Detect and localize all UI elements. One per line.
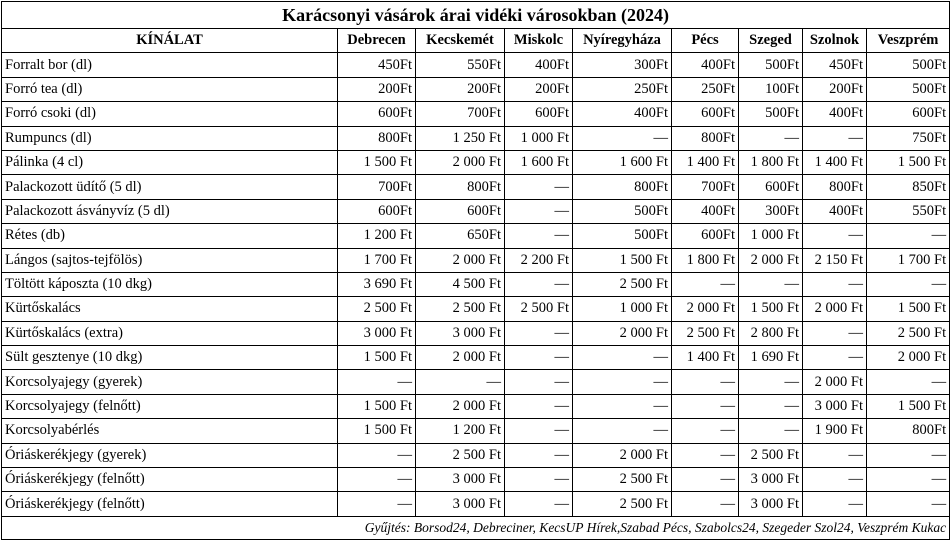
price-cell: 500Ft xyxy=(573,224,672,248)
price-cell: 2 500 Ft xyxy=(505,297,573,321)
price-cell: 400Ft xyxy=(803,199,867,223)
price-cell: 1 000 Ft xyxy=(739,224,803,248)
table-row xyxy=(2,297,950,321)
price-cell: — xyxy=(338,443,416,467)
price-cell: 2 500 Ft xyxy=(338,297,416,321)
table-row xyxy=(2,272,950,296)
table-row xyxy=(2,224,950,248)
column-header-szeged: Szeged xyxy=(739,29,803,53)
price-cell: 1 400 Ft xyxy=(672,346,739,370)
price-cell: 4 500 Ft xyxy=(416,272,505,296)
price-cell: — xyxy=(867,443,950,467)
price-cell: 3 000 Ft xyxy=(416,468,505,492)
price-cell: 1 500 Ft xyxy=(739,297,803,321)
column-header-item: KÍNÁLAT xyxy=(2,29,338,53)
table-row xyxy=(2,77,950,101)
price-cell: 700Ft xyxy=(416,102,505,126)
price-cell: — xyxy=(672,272,739,296)
item-name-cell: Sült gesztenye (10 dkg) xyxy=(2,346,338,370)
price-cell: 400Ft xyxy=(803,102,867,126)
price-cell: — xyxy=(505,468,573,492)
price-cell: — xyxy=(739,126,803,150)
price-cell: 450Ft xyxy=(338,53,416,77)
table-row xyxy=(2,443,950,467)
price-cell: — xyxy=(505,272,573,296)
price-cell: 1 200 Ft xyxy=(416,419,505,443)
price-cell: — xyxy=(803,443,867,467)
price-cell: 800Ft xyxy=(803,175,867,199)
price-cell: — xyxy=(867,272,950,296)
price-cell: — xyxy=(505,175,573,199)
price-cell: 1 200 Ft xyxy=(338,224,416,248)
price-cell: 2 000 Ft xyxy=(573,321,672,345)
header-row xyxy=(2,29,950,53)
item-name-cell: Óriáskerékjegy (felnőtt) xyxy=(2,468,338,492)
price-cell: 500Ft xyxy=(739,53,803,77)
item-name-cell: Forró csoki (dl) xyxy=(2,102,338,126)
column-header-veszprem: Veszprém xyxy=(867,29,950,53)
price-cell: 500Ft xyxy=(573,199,672,223)
price-cell: — xyxy=(867,370,950,394)
price-cell: — xyxy=(803,126,867,150)
table-row xyxy=(2,248,950,272)
price-cell: 3 690 Ft xyxy=(338,272,416,296)
price-cell: — xyxy=(672,443,739,467)
price-cell: 300Ft xyxy=(573,53,672,77)
price-cell: 2 000 Ft xyxy=(416,346,505,370)
price-cell: 1 500 Ft xyxy=(338,419,416,443)
column-header-nyiregyhaza: Nyíregyháza xyxy=(573,29,672,53)
price-cell: 1 400 Ft xyxy=(672,150,739,174)
price-cell: 3 000 Ft xyxy=(739,492,803,516)
price-cell: 1 000 Ft xyxy=(573,297,672,321)
price-cell: 2 500 Ft xyxy=(416,443,505,467)
price-cell: 600Ft xyxy=(505,102,573,126)
table-row xyxy=(2,102,950,126)
price-cell: — xyxy=(338,468,416,492)
price-table-container xyxy=(1,1,949,540)
price-cell: 600Ft xyxy=(338,102,416,126)
price-cell: — xyxy=(416,370,505,394)
price-cell: 3 000 Ft xyxy=(338,321,416,345)
price-cell: 1 500 Ft xyxy=(338,150,416,174)
price-cell: 1 500 Ft xyxy=(867,394,950,418)
price-cell: — xyxy=(573,394,672,418)
price-cell: — xyxy=(739,272,803,296)
price-cell: 2 000 Ft xyxy=(867,346,950,370)
item-name-cell: Korcsolyajegy (felnőtt) xyxy=(2,394,338,418)
table-row xyxy=(2,199,950,223)
item-name-cell: Kürtőskalács (extra) xyxy=(2,321,338,345)
price-cell: 2 000 Ft xyxy=(573,443,672,467)
price-cell: 3 000 Ft xyxy=(416,492,505,516)
footer-row xyxy=(2,516,950,539)
price-cell: 2 500 Ft xyxy=(739,443,803,467)
price-cell: 550Ft xyxy=(416,53,505,77)
table-row xyxy=(2,370,950,394)
price-table xyxy=(1,1,950,540)
price-cell: — xyxy=(803,224,867,248)
price-cell: 2 000 Ft xyxy=(416,150,505,174)
price-cell: — xyxy=(573,126,672,150)
price-cell: 200Ft xyxy=(416,77,505,101)
price-cell: 2 500 Ft xyxy=(416,297,505,321)
price-cell: 600Ft xyxy=(739,175,803,199)
price-cell: 800Ft xyxy=(672,126,739,150)
price-cell: 750Ft xyxy=(867,126,950,150)
title-row xyxy=(2,2,950,29)
item-name-cell: Lángos (sajtos-tejfölös) xyxy=(2,248,338,272)
price-cell: 200Ft xyxy=(505,77,573,101)
item-name-cell: Kürtőskalács xyxy=(2,297,338,321)
table-body xyxy=(2,53,950,516)
price-cell: — xyxy=(803,492,867,516)
price-cell: 1 000 Ft xyxy=(505,126,573,150)
price-cell: 1 400 Ft xyxy=(803,150,867,174)
price-cell: 1 690 Ft xyxy=(739,346,803,370)
price-cell: — xyxy=(867,468,950,492)
column-header-debrecen: Debrecen xyxy=(338,29,416,53)
price-cell: 1 500 Ft xyxy=(338,394,416,418)
price-cell: — xyxy=(505,443,573,467)
price-cell: 3 000 Ft xyxy=(739,468,803,492)
table-row xyxy=(2,53,950,77)
price-cell: 1 500 Ft xyxy=(338,346,416,370)
table-row xyxy=(2,419,950,443)
price-cell: 600Ft xyxy=(338,199,416,223)
price-cell: 850Ft xyxy=(867,175,950,199)
price-cell: 800Ft xyxy=(416,175,505,199)
price-cell: 1 500 Ft xyxy=(867,297,950,321)
price-cell: 2 000 Ft xyxy=(803,297,867,321)
price-cell: — xyxy=(803,321,867,345)
price-cell: 450Ft xyxy=(803,53,867,77)
price-cell: 1 600 Ft xyxy=(573,150,672,174)
item-name-cell: Óriáskerékjegy (felnőtt) xyxy=(2,492,338,516)
price-cell: — xyxy=(505,199,573,223)
price-cell: 400Ft xyxy=(505,53,573,77)
price-cell: 3 000 Ft xyxy=(803,394,867,418)
price-cell: 2 500 Ft xyxy=(573,468,672,492)
item-name-cell: Forró tea (dl) xyxy=(2,77,338,101)
price-cell: 500Ft xyxy=(867,53,950,77)
item-name-cell: Palackozott ásványvíz (5 dl) xyxy=(2,199,338,223)
item-name-cell: Óriáskerékjegy (gyerek) xyxy=(2,443,338,467)
price-cell: — xyxy=(803,346,867,370)
price-cell: 600Ft xyxy=(416,199,505,223)
item-name-cell: Forralt bor (dl) xyxy=(2,53,338,77)
price-cell: 500Ft xyxy=(739,102,803,126)
price-cell: 2 000 Ft xyxy=(416,248,505,272)
table-row xyxy=(2,175,950,199)
price-cell: — xyxy=(867,492,950,516)
item-name-cell: Korcsolyajegy (gyerek) xyxy=(2,370,338,394)
table-title: Karácsonyi vásárok árai vidéki városokban (2024) xyxy=(2,2,950,29)
price-cell: — xyxy=(505,370,573,394)
price-cell: 600Ft xyxy=(672,224,739,248)
price-cell: — xyxy=(672,370,739,394)
price-cell: 2 000 Ft xyxy=(416,394,505,418)
price-cell: 1 500 Ft xyxy=(867,150,950,174)
source-note: Gyűjtés: Borsod24, Debreciner, KecsUP Hírek,Szabad Pécs, Szabolcs24, Szegeder Szol24, Veszprém Kukac xyxy=(2,516,950,539)
price-cell: 550Ft xyxy=(867,199,950,223)
price-cell: 1 700 Ft xyxy=(338,248,416,272)
price-cell: 2 500 Ft xyxy=(573,272,672,296)
column-header-kecskemet: Kecskemét xyxy=(416,29,505,53)
price-cell: 1 900 Ft xyxy=(803,419,867,443)
price-cell: — xyxy=(573,419,672,443)
column-header-szolnok: Szolnok xyxy=(803,29,867,53)
price-cell: 2 500 Ft xyxy=(573,492,672,516)
price-cell: — xyxy=(739,419,803,443)
price-cell: — xyxy=(505,321,573,345)
table-row xyxy=(2,492,950,516)
price-cell: — xyxy=(505,492,573,516)
table-row xyxy=(2,321,950,345)
table-row xyxy=(2,126,950,150)
price-cell: 700Ft xyxy=(338,175,416,199)
item-name-cell: Pálinka (4 cl) xyxy=(2,150,338,174)
price-cell: 400Ft xyxy=(672,53,739,77)
table-row xyxy=(2,150,950,174)
price-cell: 2 200 Ft xyxy=(505,248,573,272)
price-cell: — xyxy=(672,492,739,516)
price-cell: 2 000 Ft xyxy=(739,248,803,272)
price-cell: — xyxy=(505,394,573,418)
price-cell: 500Ft xyxy=(867,77,950,101)
price-cell: 400Ft xyxy=(672,199,739,223)
price-cell: — xyxy=(739,394,803,418)
price-cell: 2 150 Ft xyxy=(803,248,867,272)
price-cell: 600Ft xyxy=(867,102,950,126)
price-cell: — xyxy=(867,224,950,248)
item-name-cell: Korcsolyabérlés xyxy=(2,419,338,443)
price-cell: 300Ft xyxy=(739,199,803,223)
price-cell: 1 250 Ft xyxy=(416,126,505,150)
price-cell: 1 500 Ft xyxy=(573,248,672,272)
price-cell: — xyxy=(573,346,672,370)
item-name-cell: Töltött káposzta (10 dkg) xyxy=(2,272,338,296)
price-cell: — xyxy=(505,224,573,248)
column-header-miskolc: Miskolc xyxy=(505,29,573,53)
price-cell: 2 000 Ft xyxy=(672,297,739,321)
column-header-pecs: Pécs xyxy=(672,29,739,53)
price-cell: 200Ft xyxy=(338,77,416,101)
price-cell: 2 000 Ft xyxy=(803,370,867,394)
price-cell: — xyxy=(338,492,416,516)
table-row xyxy=(2,468,950,492)
price-cell: 3 000 Ft xyxy=(416,321,505,345)
price-cell: 1 800 Ft xyxy=(672,248,739,272)
price-cell: 400Ft xyxy=(573,102,672,126)
price-cell: — xyxy=(739,370,803,394)
item-name-cell: Palackozott üdítő (5 dl) xyxy=(2,175,338,199)
price-cell: 800Ft xyxy=(573,175,672,199)
price-cell: — xyxy=(505,346,573,370)
price-cell: — xyxy=(672,468,739,492)
price-cell: — xyxy=(803,468,867,492)
price-cell: — xyxy=(672,394,739,418)
price-cell: — xyxy=(803,272,867,296)
price-cell: 1 800 Ft xyxy=(739,150,803,174)
table-row xyxy=(2,346,950,370)
price-cell: 800Ft xyxy=(338,126,416,150)
item-name-cell: Rétes (db) xyxy=(2,224,338,248)
price-cell: — xyxy=(505,419,573,443)
item-name-cell: Rumpuncs (dl) xyxy=(2,126,338,150)
price-cell: — xyxy=(672,419,739,443)
price-cell: 2 500 Ft xyxy=(867,321,950,345)
price-cell: 2 500 Ft xyxy=(672,321,739,345)
price-cell: — xyxy=(338,370,416,394)
price-cell: 200Ft xyxy=(803,77,867,101)
price-cell: 600Ft xyxy=(672,102,739,126)
price-cell: — xyxy=(573,370,672,394)
price-cell: 250Ft xyxy=(573,77,672,101)
price-cell: 100Ft xyxy=(739,77,803,101)
price-cell: 250Ft xyxy=(672,77,739,101)
price-cell: 800Ft xyxy=(867,419,950,443)
price-cell: 650Ft xyxy=(416,224,505,248)
price-cell: 1 700 Ft xyxy=(867,248,950,272)
price-cell: 1 600 Ft xyxy=(505,150,573,174)
price-cell: 2 800 Ft xyxy=(739,321,803,345)
price-cell: 700Ft xyxy=(672,175,739,199)
table-row xyxy=(2,394,950,418)
